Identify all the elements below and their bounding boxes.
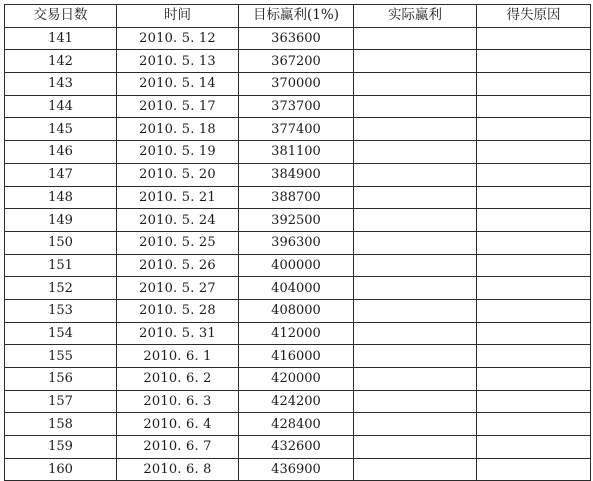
cell-actual-profit bbox=[354, 27, 477, 50]
cell-gain-loss-reason bbox=[477, 163, 591, 186]
cell-actual-profit bbox=[354, 73, 477, 96]
cell-time: 2010. 6. 2 bbox=[117, 368, 239, 391]
cell-target-profit: 377400 bbox=[239, 118, 354, 141]
cell-actual-profit bbox=[354, 299, 477, 322]
cell-actual-profit bbox=[354, 322, 477, 345]
cell-target-profit: 388700 bbox=[239, 186, 354, 209]
cell-time: 2010. 6. 3 bbox=[117, 390, 239, 413]
cell-time: 2010. 5. 26 bbox=[117, 254, 239, 277]
cell-trading-day: 158 bbox=[5, 413, 117, 436]
cell-gain-loss-reason bbox=[477, 50, 591, 73]
header-target-profit: 目标赢利(1%) bbox=[239, 5, 354, 28]
table-row bbox=[5, 163, 591, 186]
cell-time: 2010. 6. 1 bbox=[117, 345, 239, 368]
table-row bbox=[5, 95, 591, 118]
cell-trading-day: 151 bbox=[5, 254, 117, 277]
table-row bbox=[5, 209, 591, 232]
cell-actual-profit bbox=[354, 277, 477, 300]
cell-gain-loss-reason bbox=[477, 27, 591, 50]
cell-gain-loss-reason bbox=[477, 73, 591, 96]
cell-target-profit: 367200 bbox=[239, 50, 354, 73]
cell-trading-day: 160 bbox=[5, 458, 117, 481]
table-row bbox=[5, 73, 591, 96]
cell-trading-day: 147 bbox=[5, 163, 117, 186]
cell-trading-day: 143 bbox=[5, 73, 117, 96]
cell-gain-loss-reason bbox=[477, 368, 591, 391]
cell-target-profit: 384900 bbox=[239, 163, 354, 186]
cell-gain-loss-reason bbox=[477, 231, 591, 254]
header-gain-loss-reason: 得失原因 bbox=[477, 5, 591, 28]
cell-time: 2010. 6. 7 bbox=[117, 436, 239, 459]
cell-actual-profit bbox=[354, 50, 477, 73]
cell-time: 2010. 5. 21 bbox=[117, 186, 239, 209]
table-row bbox=[5, 231, 591, 254]
cell-gain-loss-reason bbox=[477, 277, 591, 300]
cell-target-profit: 396300 bbox=[239, 231, 354, 254]
cell-gain-loss-reason bbox=[477, 458, 591, 481]
cell-trading-day: 146 bbox=[5, 141, 117, 164]
cell-actual-profit bbox=[354, 368, 477, 391]
table-row bbox=[5, 368, 591, 391]
cell-target-profit: 428400 bbox=[239, 413, 354, 436]
cell-gain-loss-reason bbox=[477, 254, 591, 277]
cell-gain-loss-reason bbox=[477, 390, 591, 413]
cell-time: 2010. 6. 8 bbox=[117, 458, 239, 481]
cell-target-profit: 420000 bbox=[239, 368, 354, 391]
cell-actual-profit bbox=[354, 231, 477, 254]
cell-time: 2010. 5. 17 bbox=[117, 95, 239, 118]
cell-gain-loss-reason bbox=[477, 118, 591, 141]
cell-gain-loss-reason bbox=[477, 209, 591, 232]
cell-actual-profit bbox=[354, 163, 477, 186]
cell-trading-day: 153 bbox=[5, 299, 117, 322]
cell-gain-loss-reason bbox=[477, 95, 591, 118]
cell-target-profit: 373700 bbox=[239, 95, 354, 118]
table-row bbox=[5, 322, 591, 345]
cell-trading-day: 155 bbox=[5, 345, 117, 368]
table-row bbox=[5, 413, 591, 436]
table-row bbox=[5, 345, 591, 368]
cell-actual-profit bbox=[354, 118, 477, 141]
table-row bbox=[5, 27, 591, 50]
cell-trading-day: 149 bbox=[5, 209, 117, 232]
table-row bbox=[5, 254, 591, 277]
table-row bbox=[5, 277, 591, 300]
cell-time: 2010. 5. 20 bbox=[117, 163, 239, 186]
header-time: 时间 bbox=[117, 5, 239, 28]
table-header bbox=[5, 5, 591, 28]
table-row bbox=[5, 50, 591, 73]
cell-target-profit: 400000 bbox=[239, 254, 354, 277]
header-actual-profit: 实际赢利 bbox=[354, 5, 477, 28]
cell-target-profit: 436900 bbox=[239, 458, 354, 481]
cell-actual-profit bbox=[354, 413, 477, 436]
cell-time: 2010. 5. 28 bbox=[117, 299, 239, 322]
cell-trading-day: 156 bbox=[5, 368, 117, 391]
cell-target-profit: 408000 bbox=[239, 299, 354, 322]
cell-trading-day: 152 bbox=[5, 277, 117, 300]
cell-time: 2010. 5. 24 bbox=[117, 209, 239, 232]
trading-target-table bbox=[4, 4, 591, 481]
cell-target-profit: 412000 bbox=[239, 322, 354, 345]
cell-actual-profit bbox=[354, 390, 477, 413]
cell-gain-loss-reason bbox=[477, 186, 591, 209]
cell-actual-profit bbox=[354, 209, 477, 232]
cell-trading-day: 148 bbox=[5, 186, 117, 209]
cell-actual-profit bbox=[354, 436, 477, 459]
table-body bbox=[5, 27, 591, 481]
cell-time: 2010. 5. 25 bbox=[117, 231, 239, 254]
cell-trading-day: 142 bbox=[5, 50, 117, 73]
cell-trading-day: 157 bbox=[5, 390, 117, 413]
cell-target-profit: 432600 bbox=[239, 436, 354, 459]
cell-gain-loss-reason bbox=[477, 436, 591, 459]
cell-target-profit: 416000 bbox=[239, 345, 354, 368]
cell-time: 2010. 5. 18 bbox=[117, 118, 239, 141]
table-row bbox=[5, 436, 591, 459]
table-row bbox=[5, 458, 591, 481]
cell-actual-profit bbox=[354, 345, 477, 368]
cell-target-profit: 363600 bbox=[239, 27, 354, 50]
cell-trading-day: 150 bbox=[5, 231, 117, 254]
cell-trading-day: 154 bbox=[5, 322, 117, 345]
cell-gain-loss-reason bbox=[477, 345, 591, 368]
cell-trading-day: 145 bbox=[5, 118, 117, 141]
cell-time: 2010. 5. 13 bbox=[117, 50, 239, 73]
cell-time: 2010. 6. 4 bbox=[117, 413, 239, 436]
table-row bbox=[5, 186, 591, 209]
header-row bbox=[5, 5, 591, 28]
cell-trading-day: 159 bbox=[5, 436, 117, 459]
cell-gain-loss-reason bbox=[477, 322, 591, 345]
table-row bbox=[5, 390, 591, 413]
cell-target-profit: 424200 bbox=[239, 390, 354, 413]
cell-time: 2010. 5. 12 bbox=[117, 27, 239, 50]
table-row bbox=[5, 299, 591, 322]
header-trading-day: 交易日数 bbox=[5, 5, 117, 28]
cell-target-profit: 381100 bbox=[239, 141, 354, 164]
cell-actual-profit bbox=[354, 95, 477, 118]
cell-actual-profit bbox=[354, 186, 477, 209]
table-row bbox=[5, 141, 591, 164]
cell-target-profit: 404000 bbox=[239, 277, 354, 300]
cell-time: 2010. 5. 31 bbox=[117, 322, 239, 345]
table-row bbox=[5, 118, 591, 141]
cell-time: 2010. 5. 19 bbox=[117, 141, 239, 164]
cell-time: 2010. 5. 27 bbox=[117, 277, 239, 300]
cell-trading-day: 141 bbox=[5, 27, 117, 50]
cell-gain-loss-reason bbox=[477, 299, 591, 322]
cell-actual-profit bbox=[354, 458, 477, 481]
document-page bbox=[4, 4, 590, 478]
cell-target-profit: 392500 bbox=[239, 209, 354, 232]
cell-trading-day: 144 bbox=[5, 95, 117, 118]
cell-gain-loss-reason bbox=[477, 141, 591, 164]
cell-time: 2010. 5. 14 bbox=[117, 73, 239, 96]
cell-target-profit: 370000 bbox=[239, 73, 354, 96]
cell-gain-loss-reason bbox=[477, 413, 591, 436]
cell-actual-profit bbox=[354, 141, 477, 164]
cell-actual-profit bbox=[354, 254, 477, 277]
